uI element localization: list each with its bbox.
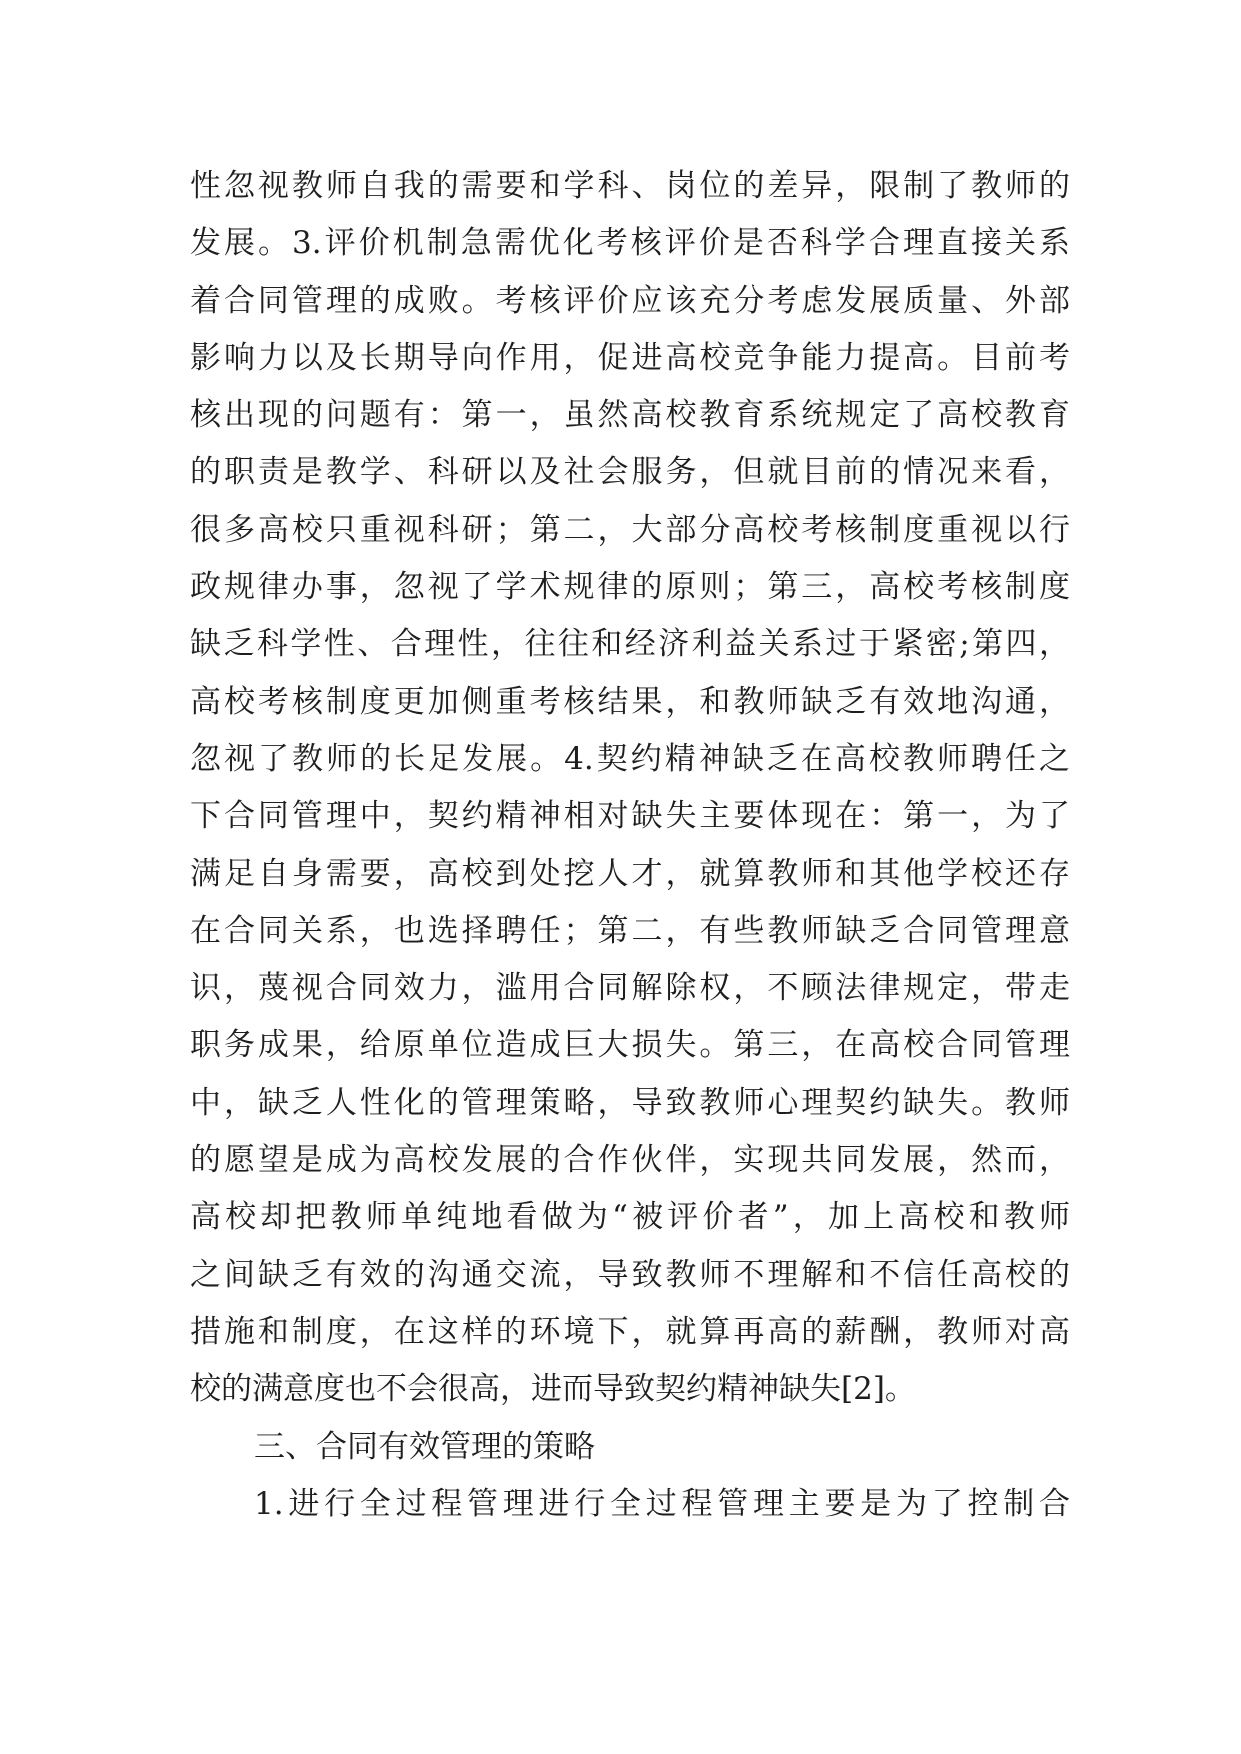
text-line: 着合同管理的成败。考核评价应该充分考虑发展质量、外部 [190, 282, 1070, 319]
text-line: 在合同关系，也选择聘任；第二，有些教师缺乏合同管理意 [190, 912, 1070, 949]
text-line: 缺乏科学性、合理性，往往和经济利益关系过于紧密;第四， [190, 626, 1070, 663]
paragraph-end-line: 校的满意度也不会很高，进而导致契约精神缺失[2]。 [190, 1371, 916, 1408]
text-line: 下合同管理中，契约精神相对缺失主要体现在：第一，为了 [190, 798, 1070, 835]
numbered-paragraph-start: 1.进行全过程管理进行全过程管理主要是为了控制合 [254, 1485, 1070, 1522]
text-line: 职务成果，给原单位造成巨大损失。第三，在高校合同管理 [190, 1027, 1070, 1064]
text-line: 满足自身需要，高校到处挖人才，就算教师和其他学校还存 [190, 855, 1070, 892]
text-line: 措施和制度，在这样的环境下，就算再高的薪酬，教师对高 [190, 1313, 1070, 1350]
text-line: 高校却把教师单纯地看做为“被评价者”，加上高校和教师 [190, 1199, 1070, 1236]
text-line: 中，缺乏人性化的管理策略，导致教师心理契约缺失。教师 [190, 1084, 1070, 1121]
body-text [190, 158, 1070, 1533]
text-line: 性忽视教师自我的需要和学科、岗位的差异，限制了教师的 [190, 168, 1070, 204]
text-line: 忽视了教师的长足发展。4.契约精神缺乏在高校教师聘任之 [190, 740, 1070, 777]
text-line: 之间缺乏有效的沟通交流，导致教师不理解和不信任高校的 [190, 1256, 1070, 1293]
text-line: 政规律办事，忽视了学术规律的原则；第三，高校考核制度 [190, 569, 1070, 606]
text-line: 高校考核制度更加侧重考核结果，和教师缺乏有效地沟通， [190, 683, 1070, 720]
text-line: 影响力以及长期导向作用，促进高校竞争能力提高。目前考 [190, 339, 1070, 376]
text-line: 很多高校只重视科研；第二，大部分高校考核制度重视以行 [190, 511, 1070, 548]
text-line: 发展。3.评价机制急需优化考核评价是否科学合理直接关系 [190, 225, 1070, 262]
text-line: 识，蔑视合同效力，滥用合同解除权，不顾法律规定，带走 [190, 970, 1070, 1007]
text-line: 核出现的问题有：第一，虽然高校教育系统规定了高校教育 [190, 397, 1070, 434]
section-heading: 三、合同有效管理的策略 [254, 1428, 595, 1465]
text-line: 的愿望是成为高校发展的合作伙伴，实现共同发展，然而， [190, 1142, 1070, 1179]
text-line: 的职责是教学、科研以及社会服务，但就目前的情况来看， [190, 454, 1070, 491]
